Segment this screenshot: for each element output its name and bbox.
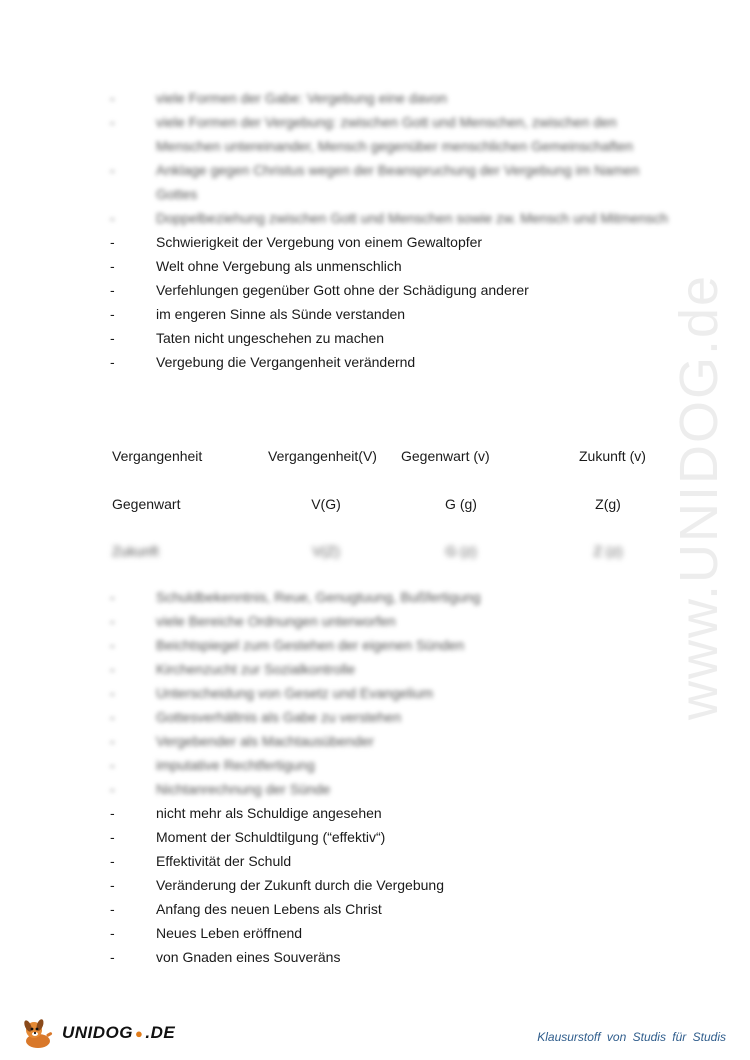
bullet-dash: - [110, 114, 115, 130]
list-item [110, 897, 670, 921]
list-item [110, 110, 670, 158]
list-item [110, 230, 670, 254]
list-item [110, 254, 670, 278]
list-item-text: viele Formen der Vergebung: zwischen Gott und Menschen, zwischen den Menschen untereinander, Mensch gegenüber menschlichen Gemeinschaften [156, 114, 634, 154]
bullet-dash: - [110, 709, 115, 725]
table-cell: Z (z) [593, 543, 623, 559]
table-cell: G (z) [445, 543, 477, 559]
list-item [110, 849, 670, 873]
list-item [110, 158, 670, 206]
bullet-dash: - [110, 282, 115, 298]
list-item [110, 609, 670, 633]
bullet-dash: - [110, 589, 115, 605]
table-cell: Vergangenheit(V) [268, 448, 377, 464]
list-item-text: Nichtanrechnung der Sünde [156, 781, 331, 797]
list-item-text: Unterscheidung von Gesetz und Evangelium [156, 685, 434, 701]
bullet-list-top [110, 86, 670, 374]
bullet-dash: - [110, 234, 115, 250]
bullet-dash: - [110, 90, 115, 106]
table-cell: Gegenwart [112, 496, 181, 512]
bullet-dash: - [110, 354, 115, 370]
bullet-dash: - [110, 661, 115, 677]
bullet-dash: - [110, 330, 115, 346]
bullet-dash: - [110, 162, 115, 178]
bullet-dash: - [110, 829, 115, 845]
table-cell: Vergangenheit [112, 448, 203, 464]
dog-mascot-icon [20, 1017, 56, 1049]
list-item [110, 921, 670, 945]
list-item-text: Anklage gegen Christus wegen der Beanspruchung der Vergebung im Namen Gottes [156, 162, 640, 202]
list-item [110, 801, 670, 825]
list-item-text: Vergebung die Vergangenheit verändernd [156, 354, 416, 370]
paw-icon: ● [135, 1026, 144, 1041]
bullet-dash: - [110, 805, 115, 821]
bullet-dash: - [110, 613, 115, 629]
bullet-dash: - [110, 781, 115, 797]
list-item-text: Welt ohne Vergebung als unmenschlich [156, 258, 402, 274]
list-item-text: imputative Rechtfertigung [156, 757, 315, 773]
list-item [110, 350, 670, 374]
bullet-dash: - [110, 306, 115, 322]
bullet-dash: - [110, 853, 115, 869]
table-row [112, 448, 672, 468]
list-item-text: Veränderung der Zukunft durch die Vergebung [156, 877, 444, 893]
list-item-text: Gottesverhältnis als Gabe zu verstehen [156, 709, 402, 725]
table-cell: Zukunft (v) [579, 448, 646, 464]
list-item [110, 705, 670, 729]
table-cell: G (g) [445, 496, 477, 512]
bullet-dash: - [110, 733, 115, 749]
bullet-dash: - [110, 925, 115, 941]
list-item [110, 753, 670, 777]
table-cell: Zukunft [112, 543, 159, 559]
footer-tagline: Klausurstoff von Studis für Studis [537, 1030, 726, 1044]
list-item-text: Schuldbekenntnis, Reue, Genugtuung, Bußfertigung [156, 589, 481, 605]
list-item-text: Kirchenzucht zur Sozialkontrolle [156, 661, 356, 677]
watermark-text: www.UNIDOG.de [669, 273, 729, 720]
list-item [110, 86, 670, 110]
list-item-text: Beichtspiegel zum Gestehen der eigenen Sünden [156, 637, 465, 653]
list-item [110, 945, 670, 969]
list-item-text: Neues Leben eröffnend [156, 925, 303, 941]
list-item-text: Doppelbeziehung zwischen Gott und Menschen sowie zw. Mensch und Mitmensch [156, 210, 669, 226]
list-item [110, 633, 670, 657]
list-item [110, 657, 670, 681]
bullet-dash: - [110, 949, 115, 965]
list-item [110, 681, 670, 705]
list-item-text: Effektivität der Schuld [156, 853, 292, 869]
list-item-text: nicht mehr als Schuldige angesehen [156, 805, 382, 821]
bullet-dash: - [110, 685, 115, 701]
list-item [110, 302, 670, 326]
list-item-text: Moment der Schuldtilgung (“effektiv“) [156, 829, 386, 845]
list-item [110, 278, 670, 302]
list-item [110, 206, 670, 230]
table-row [112, 543, 672, 563]
bullet-dash: - [110, 901, 115, 917]
logo-wordmark: UNIDOG ● .DE [62, 1023, 176, 1042]
list-item [110, 873, 670, 897]
bullet-dash: - [110, 258, 115, 274]
list-item [110, 825, 670, 849]
list-item-text: Verfehlungen gegenüber Gott ohne der Schädigung anderer [156, 282, 529, 298]
list-item-text: im engeren Sinne als Sünde verstanden [156, 306, 406, 322]
list-item [110, 729, 670, 753]
unidog-logo[interactable] [20, 1016, 175, 1050]
bullet-dash: - [110, 637, 115, 653]
list-item-text: viele Bereiche Ordnungen unterworfen [156, 613, 396, 629]
list-item-text: viele Formen der Gabe: Vergebung eine davon [156, 90, 448, 106]
list-item [110, 585, 670, 609]
list-item [110, 777, 670, 801]
list-item-text: Vergebender als Machtausübender [156, 733, 374, 749]
bullet-dash: - [110, 877, 115, 893]
list-item [110, 326, 670, 350]
table-row [112, 496, 672, 516]
table-cell: V(Z) [312, 543, 340, 559]
list-item-text: von Gnaden eines Souveräns [156, 949, 341, 965]
table-cell: Z(g) [595, 496, 621, 512]
list-item-text: Taten nicht ungeschehen zu machen [156, 330, 385, 346]
list-item-text: Schwierigkeit der Vergebung von einem Gewaltopfer [156, 234, 483, 250]
table-cell: V(G) [311, 496, 341, 512]
bullet-dash: - [110, 210, 115, 226]
bullet-dash: - [110, 757, 115, 773]
table-cell: Gegenwart (v) [401, 448, 490, 464]
list-item-text: Anfang des neuen Lebens als Christ [156, 901, 382, 917]
bullet-list-bottom [110, 585, 670, 969]
